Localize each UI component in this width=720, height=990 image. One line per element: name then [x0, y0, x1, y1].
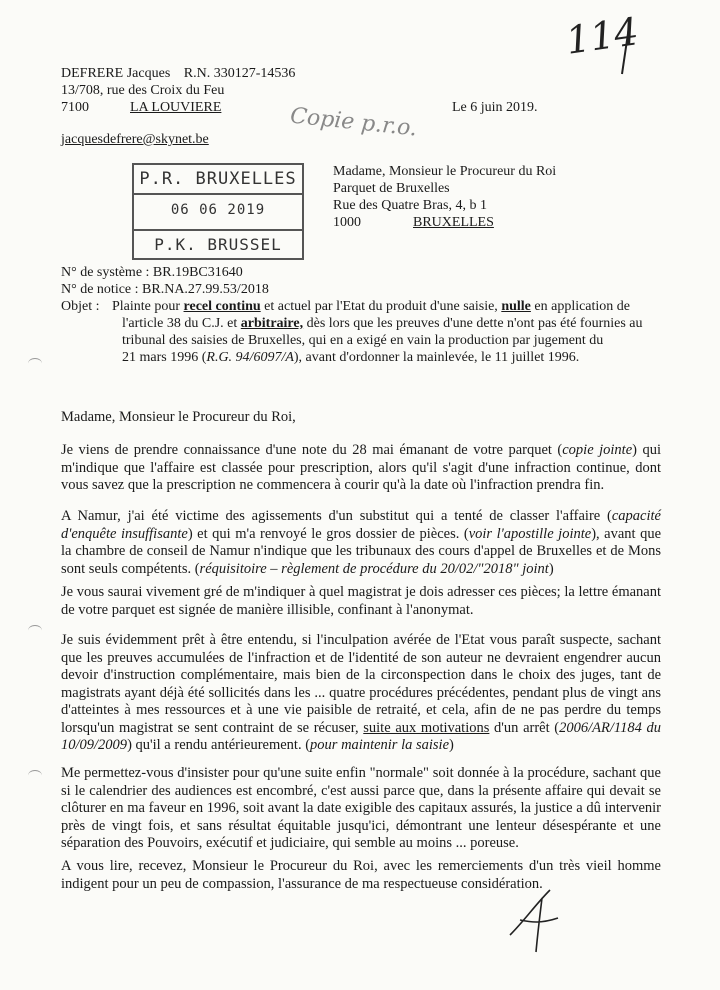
paragraph-1: Je viens de prendre connaissance d'une note du 28 mai émanant de votre parquet (copie jointe) qui m'indique que l'affaire est classée pour prescription, alors qu'il s'agit d'une infraction continue, dont vous savez que la prescription ne commencera à courir qu'à la date où l'infraction prendra fin. [61, 442, 661, 493]
sender-name-line [61, 65, 295, 83]
object-label: Objet : [61, 299, 100, 314]
sender-street: 13/708, rue des Croix du Feu [61, 83, 225, 98]
page-number-underline [560, 12, 650, 82]
recipient-line-3: Rue des Quatre Bras, 4, b 1 [333, 198, 487, 213]
sender-postcode: 7100 [61, 100, 89, 115]
stamp-line-3: P.K. BRUSSEL [154, 235, 282, 254]
object-line-1: Plainte pour recel continu et actuel par l'Etat du produit d'une saisie, nulle en application de [112, 299, 631, 314]
handwritten-page-number: 114 [563, 9, 642, 63]
recipient-line-2: Parquet de Bruxelles [333, 181, 450, 196]
margin-mark [28, 770, 42, 781]
object-line-3: tribunal des saisies de Bruxelles, qui en a exigé en vain la production par jugement du [122, 333, 604, 348]
object-line-2: l'article 38 du C.J. et arbitraire, dès lors que les preuves d'une dette n'ont pas été fournies au [122, 316, 643, 331]
paragraph-4: Je suis évidemment prêt à être entendu, si l'inculpation avérée de l'Etat vous paraît suspecte, sachant que les preuves accumulées de l'infraction et de l'identité de son auteur ne devraient engendrer aucun devoir d'instruction complémentaire, mais bien de la circonspection dans le choix des juges, tant de magistrats ayant déjà été sollicités dans les ... quatre procédures précédentes, pendant plus de vingt ans d'atteintes à mes ressources et à une vie paisible de retraité, et cela, afin de ne pas perdre du temps lorsqu'un magistrat se sent contraint de se récuser, suite aux motivations d'un arrêt (2006/AR/1184 du 10/09/2009) qu'il a rendu antérieurement. (pour maintenir la saisie) [61, 632, 661, 753]
sender-name: DEFRERE Jacques [61, 66, 171, 81]
notice-number: N° de notice : BR.NA.27.99.53/2018 [61, 282, 269, 297]
sender-rn: R.N. 330127-14536 [183, 66, 296, 81]
paragraph-5: Me permettez-vous d'insister pour qu'une suite enfin "normale" soit donnée à la procédure, sachant que si le calendrier des audiences est encombré, c'est aussi parce que, dans la présente affaire qui devait se clôturer en ma faveur en 1996, soit avant la date exigible des capitaux assurés, la justice a dû intervenir près de vingt fois, et sans résultat équitable jusqu'ici, démontrant une lenteur désespérante et une séparation des Pouvoirs, exécutif et judiciaire, qui semble au moins ... poreuse. [61, 765, 661, 851]
salutation: Madame, Monsieur le Procureur du Roi, [61, 409, 296, 425]
object-line-4: 21 mars 1996 (R.G. 94/6097/A), avant d'ordonner la mainlevée, le 11 juillet 1996. [122, 350, 580, 365]
sender-city: LA LOUVIERE [130, 100, 222, 115]
handwritten-signature [480, 880, 590, 960]
reception-stamp [132, 163, 304, 260]
sender-email[interactable]: jacquesdefrere@skynet.be [61, 132, 209, 147]
system-number: N° de système : BR.19BC31640 [61, 265, 243, 280]
stamp-date: 06 06 2019 [170, 202, 266, 218]
recipient-city: BRUXELLES [413, 215, 494, 230]
recipient-postcode: 1000 [333, 215, 361, 230]
letter-date: Le 6 juin 2019. [452, 100, 538, 115]
recipient-line-1: Madame, Monsieur le Procureur du Roi [333, 164, 557, 179]
paragraph-3: Je vous saurai vivement gré de m'indiquer à quel magistrat je dois adresser ces pièces; la lettre émanant de votre parquet est signée de manière illisible, confinant à l'anonymat. [61, 584, 661, 618]
margin-mark [28, 625, 42, 636]
handwritten-copy-note: Copie p.r.o. [289, 103, 419, 142]
paragraph-2: A Namur, j'ai été victime des agissements d'un substitut qui a tenté de classer l'affaire (capacité d'enquête insuffisante) et qui m'a renvoyé le gros dossier de pièces. (voir l'apostille jointe), avant que la chambre de conseil de Namur n'indique que les tribunaux des cours d'appel de Bruxelles et de Mons sont seuls compétents. (réquisitoire – règlement de procédure du 20/02/"2018" joint) [61, 508, 662, 577]
margin-mark [28, 358, 42, 369]
stamp-line-1: P.R. BRUXELLES [139, 169, 297, 189]
paragraph-6: A vous lire, recevez, Monsieur le Procureur du Roi, avec les remerciements d'un très vieil homme indigent pour un peu de compassion, l'assurance de ma respectueuse considération. [61, 858, 661, 892]
